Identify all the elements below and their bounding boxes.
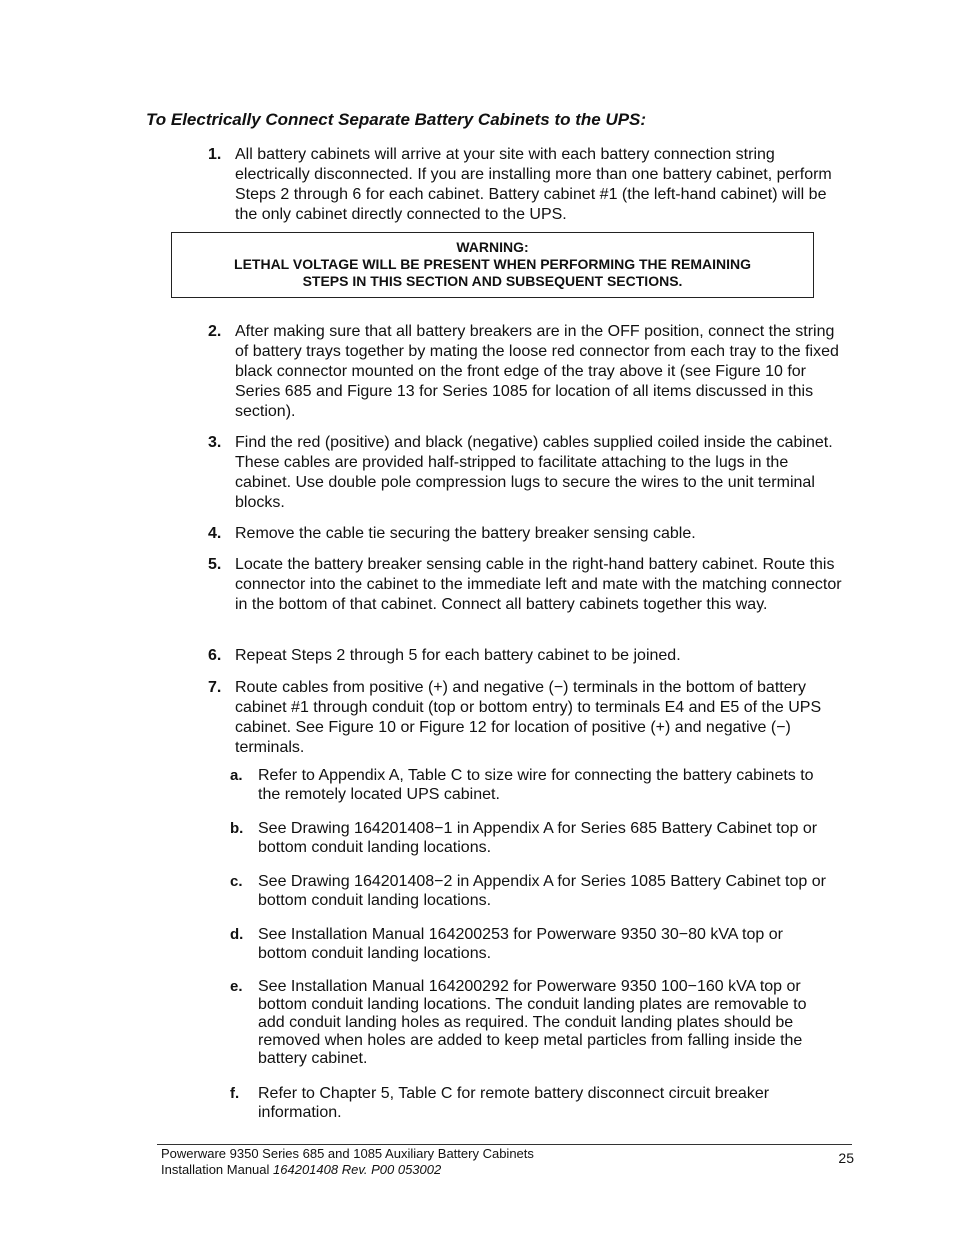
step-6 [208, 646, 848, 666]
substep-letter: f. [230, 1085, 240, 1102]
substep-d [230, 925, 830, 963]
substep-letter: a. [230, 767, 243, 784]
step-text: Repeat Steps 2 through 5 for each battery cabinet to be joined. [235, 647, 681, 664]
step-text: All battery cabinets will arrive at your site with each battery connection string electrically disconnected. If you are installing more than one battery cabinet, perform Steps 2 through 6 for each cabinet. Battery cabinet #1 (the left-hand cabinet) will be the only cabinet directly connected to the UPS. [235, 146, 832, 223]
step-text: Route cables from positive (+) and negative (−) terminals in the bottom of battery cabinet #1 through conduit (top or bottom entry) to terminals E4 and E5 of the UPS cabinet. See Figure 10 or Figure 12 for location of positive (+) and negative (−) terminals. [235, 679, 822, 756]
footer [161, 1146, 534, 1178]
step-number: 6. [208, 647, 222, 664]
section-heading: To Electrically Connect Separate Battery Cabinets to the UPS: [146, 110, 647, 129]
substep-text: Refer to Chapter 5, Table C for remote battery disconnect circuit breaker information. [258, 1085, 770, 1121]
substep-f [230, 1084, 830, 1122]
substep-letter: e. [230, 978, 243, 995]
step-text: After making sure that all battery breakers are in the OFF position, connect the string of battery trays together by mating the loose red connector from each tray to the fixed black connector mounted on the front edge of the tray above it (see Figure 10 for Series 685 and Figure 13 for Series 1085 for location of all items discussed in this section). [235, 323, 839, 420]
step-number: 2. [208, 323, 222, 340]
step-number: 4. [208, 525, 222, 542]
step-text: Locate the battery breaker sensing cable in the right-hand battery cabinet. Route this connector into the cabinet to the immediate left and mate with the matching connector in the bottom of that cabinet. Connect all battery cabinets together this way. [235, 556, 842, 613]
substep-text: See Installation Manual 164200253 for Powerware 9350 30−80 kVA top or bottom conduit landing locations. [258, 926, 783, 962]
step-number: 3. [208, 434, 222, 451]
warning-title: WARNING: [456, 239, 529, 255]
substep-letter: b. [230, 820, 244, 837]
substep-a [230, 766, 830, 804]
footer-doc-line [161, 1162, 534, 1178]
step-3 [208, 433, 848, 513]
substep-text: See Drawing 164201408−2 in Appendix A for Series 1085 Battery Cabinet top or bottom conduit landing locations. [258, 873, 826, 909]
substep-c [230, 872, 830, 910]
step-number: 7. [208, 679, 222, 696]
substep-text: Refer to Appendix A, Table C to size wire for connecting the battery cabinets to the remotely located UPS cabinet. [258, 767, 814, 803]
substep-e [230, 978, 830, 1068]
step-7 [208, 678, 848, 758]
substep-text: See Drawing 164201408−1 in Appendix A for Series 685 Battery Cabinet top or bottom conduit landing locations. [258, 820, 818, 856]
footer-title: Powerware 9350 Series 685 and 1085 Auxiliary Battery Cabinets [161, 1146, 534, 1161]
footer-manual-label: Installation Manual [161, 1162, 270, 1177]
warning-line-2: STEPS IN THIS SECTION AND SUBSEQUENT SECTIONS. [302, 273, 683, 289]
step-number: 5. [208, 556, 222, 573]
warning-box [171, 232, 814, 298]
step-2 [208, 322, 848, 422]
footer-rule [157, 1144, 852, 1145]
step-text: Remove the cable tie securing the battery breaker sensing cable. [235, 525, 696, 542]
warning-line-1: LETHAL VOLTAGE WILL BE PRESENT WHEN PERFORMING THE REMAINING [234, 256, 751, 272]
step-4 [208, 524, 848, 544]
footer-doc-number: 164201408 Rev. P00 053002 [273, 1162, 442, 1177]
step-1 [208, 145, 848, 225]
step-text: Find the red (positive) and black (negative) cables supplied coiled inside the cabinet. These cables are provided half-stripped to facilitate attaching to the lugs in the cabinet. Use double pole compression lugs to secure the wires to the unit terminal blocks. [235, 434, 833, 511]
substep-letter: d. [230, 926, 244, 943]
substep-text: See Installation Manual 164200292 for Powerware 9350 100−160 kVA top or bottom conduit landing locations. The conduit landing plates are removable to add conduit landing holes as required. The conduit landing plates should be removed when holes are added to keep metal particles from falling inside the battery cabinet. [258, 978, 807, 1067]
substep-letter: c. [230, 873, 243, 890]
step-5 [208, 555, 848, 615]
step-number: 1. [208, 146, 222, 163]
substep-b [230, 819, 830, 857]
page-number: 25 [838, 1150, 854, 1166]
